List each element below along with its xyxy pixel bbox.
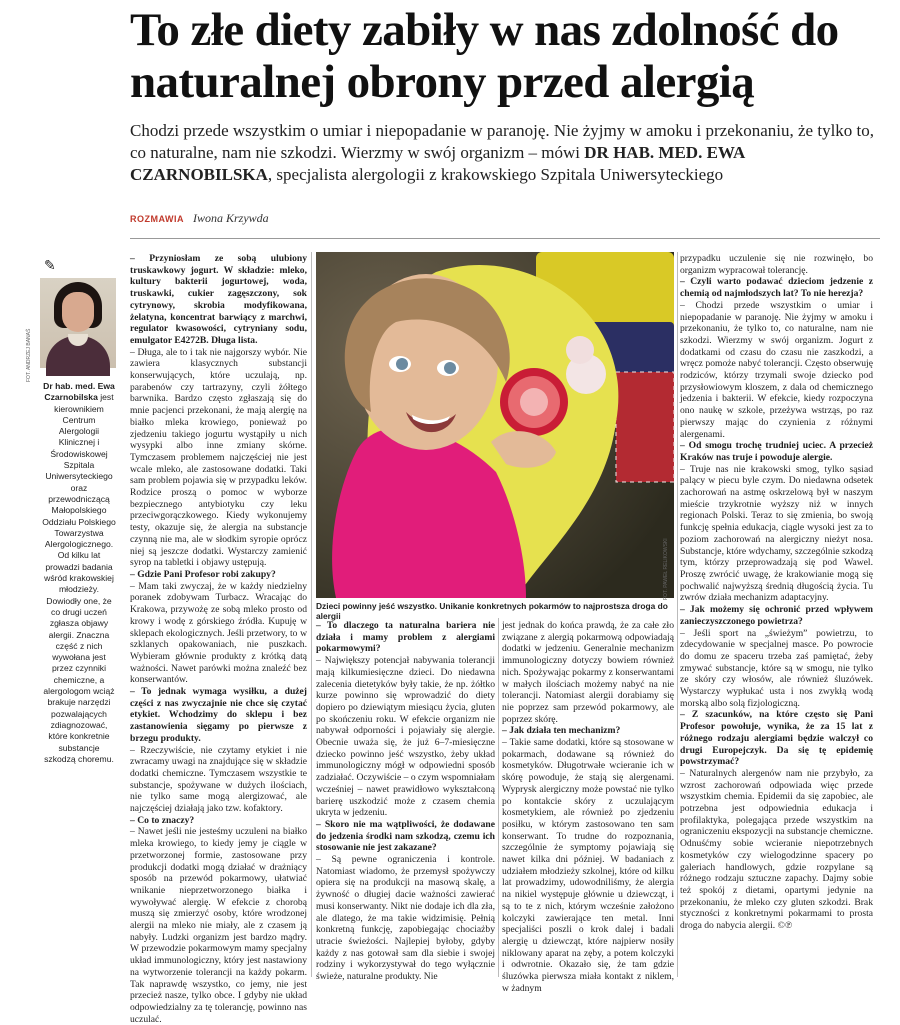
interview-answer: – Chodzi przede wszystkim o umiar i niepopadanie w paranoję. Nie żyjmy w amoku i przekonaniu, że tylko to, co naturalne, nam nie szkodzi. Wierzmy w swój organizm. Jogurt z dodatkami od czasu do czasu nie zaszkodzi, a wręcz pomoże nabyć tolerancji. Często obserwuję rodziców, którzy trzymali swoje dziecko pod przysłowiowym kloszem, z dala od chemicznego jedzenia i bakterii. W efekcie, kiedy rozpoczyna ono naukę w szkole, przeżywa wstrząs, po raz pierwszy mając do czynienia z różnymi alergenami. <box>680 299 873 440</box>
interview-answer: – Takie same dodatki, które są stosowane w pokarmach, dodawane są również do kosmetyków. Długotrwałe wcieranie ich w skórę powoduje, że stają się alergenami. Wyprysk alergiczny może powstać nie tylko po kontakcie skóry z uczulającym kosmetykiem, ale również po zjedzeniu posiłku, w którym zastosowano ten sam konserwant. To trudne do rozpoznania, szczególnie że symptomy pojawiają się nawet kilka dni później. W badaniach z udziałem młodzieży szkolnej, które od kilku lat prowadzimy, udowodniliśmy, że alergia na nikiel występuje głównie u dziewcząt, i są to te z nich, którym wcześnie założono kolczyki zawierające ten metal. Inni specjaliści poszli o krok dalej i badali alergię u dziewcząt, które najpierw nosiły niklowany aparat na zęby, a potem kolczyki i odwrotnie. Okazało się, że tam gdzie śluzówka pierwsza miała kontakt z niklem, w żadnym <box>502 737 674 994</box>
interview-question: – Czyli warto podawać dzieciom jedzenie z chemią od najmłodszych lat? To nie herezja? <box>680 276 873 300</box>
divider-line <box>130 238 880 239</box>
interview-question: – Od smogu trochę trudniej uciec. A przecież Kraków nas truje i powoduje alergie. <box>680 440 873 463</box>
bio-name: Dr hab. med. Ewa Czarnobilska <box>43 381 115 403</box>
lead-expert-name: DR HAB. MED. EWA CZARNOBILSKA <box>130 143 745 184</box>
column-divider <box>311 252 312 977</box>
interview-answer: – Są pewne ograniczenia i kontrole. Natomiast wiadomo, że przemysł spożywczy opiera się na produkcji na masową skalę, a żywność o długiej dacie ważności zawierać musi konserwanty. Nikt nie dodaje ich dla zła, ale dlatego, że ma takie widzimisię. Pełnią konkretną funkcję, zapobiegając chociażby utracie świeżości. Najlepiej byłoby, gdyby każdy z nas gotował sam dla siebie i swojej rodziny i wykorzystywał do tego wyłącznie świeże, naturalne produkty. Nie <box>316 854 495 983</box>
interview-answer: – Największy potencjał nabywania tolerancji mają kilkumiesięczne dzieci. Do niedawna zalecenia dietetyków były takie, że np. żółtko kurze powinno się wprowadzić do diety dopiero po dziewiątym miesiącu życia, gluten po skończeniu roku. W efekcie organizm nie nabywał odporności i pojawiały się alergie. Obecnie uważa się, że już 6–7-miesięczne dziecko powinno jeść wszystko, żeby układ immunologiczny mógł w odpowiedni sposób zadziałać. Oczywiście – o czym wspomniałam wcześniej – nawet prawidłowo wykształconą barierę uszkodzić może z czasem chemia ukryta w jedzeniu. <box>316 655 496 819</box>
bio-text: jest kierownikiem Centrum Alergologii Klinicznej i Środowiskowej Szpitala Uniwersyteckiego oraz przewodniczącą Małopolskiego Oddziału Polskiego Towarzystwa Alergologicznego. Od kilku lat prowadzi badania wśród krakowskiej młodzieży. Dowiodły one, że co drugi uczeń zgłasza objawy alergii. Znaczna część z nich wywołana jest przez czynniki chemiczne, a alergologom wciąż brakuje narzędzi pozwalających zdiagnozować, które konkretnie substancje szkodzą choremu. <box>42 392 116 764</box>
interview-question: – Jak możemy się ochronić przed wpływem zanieczyszczonego powietrza? <box>680 604 873 627</box>
girl-with-radish-photo <box>316 252 674 598</box>
interview-answer: – Jeśli sport na „świeżym” powietrzu, to zdecydowanie w specjalnej masce. Po powrocie do domu ze spaceru trzeba zaś pamiętać, żeby zmywać substancje, które są w smogu, nie tylko ze skóry czy włosów, ale również śluzówek. Wystarczy wypłukać usta i nos zwykłą wodą morską albo solą fizjologiczną. <box>680 627 873 709</box>
expert-bio <box>42 381 116 765</box>
lead-text-2: , specjalista alergologii z krakowskiego Szpitala Uniwersyteckiego <box>267 165 724 184</box>
interview-answer: jest jednak do końca prawdą, że za całe zło związane z alergią pokarmową odpowiadają dodatki w jedzeniu. Generalnie mechanizm immunologiczny dotyczy bowiem również nich. Spożywając pokarmy z konserwantami w małych ilościach możemy nabyć na nie tolerancji. Natomiast alergii dorabiamy się nie poprzez sam przewód pokarmowy, ale poprzez skórę. <box>502 620 674 725</box>
interview-question: – Jak działa ten mechanizm? <box>502 725 621 737</box>
interview-question: – Z szacunków, na które często się Pani Profesor powołuje, wynika, że za 15 lat z różnego rodzaju alergiami będzie walczył co drugi Europejczyk. Da się tę epidemię powstrzymać? <box>680 709 873 768</box>
column-divider <box>498 618 499 977</box>
article-column-3 <box>502 620 674 995</box>
article-column-1 <box>130 253 307 1025</box>
article-column-2 <box>316 620 495 983</box>
interview-question: – To jednak wymaga wysiłku, a dużej części z nas zwyczajnie nie chce się czytać etykiet. Wchodzimy do sklepu i bez zastanowienia sięgamy po pierwsze z brzegu produkty. <box>130 686 307 744</box>
interview-answer: – Rzeczywiście, nie czytamy etykiet i nie zwracamy uwagi na znajdujące się w składzie dodatki chemiczne. Tymczasem wszystkie te substancje, spożywane w dużych ilościach, nie tylko same mogą alergizować, ale najczęściej działają jako tzw. kofaktory. <box>130 744 307 815</box>
interview-answer: – Mam taki zwyczaj, że w każdy niedzielny poranek zdobywam Turbacz. Wracając do Krakowa, przywożę ze sobą mleko prosto od krowy i wodę z górskiego źródła. Kupuję w sklepach ekologicznych. Jeśli przetwory, to w szklanych opakowaniach, nie puszkach. Wybieram głównie produkty z krótką datą ważności. Nawet parówki można znaleźć bez konserwantów. <box>130 580 307 686</box>
interview-question: – Przyniosłam ze sobą ulubiony truskawkowy jogurt. W składzie: mleko, kultury bakterii jogurtowej, woda, truskawki, cukier zagęszczony, sok cytrynowy, skrobia modyfikowana, żelatyna, koncentrat barwiący z marchwi, regulator kwasowości, cytryniany sodu, emulgator E4272B. Długa lista. <box>130 253 307 346</box>
interview-answer: – Truje nas nie krakowski smog, tylko sąsiad palący w piecu byle czym. Do niedawna odsetek zachorowań na astmę oskrzelową był w naszym mieście trzykrotnie wyższy niż w innych regionach Polski. Teraz to się zmienia, bo swoją funkcję spełnia edukacja, ciągle wysoki jest za to poziom zachorowań na alergiczny nieżyt nosa. Substancje, które wdychamy, szczególnie szkodzą tym, którzy przeprowadzają się pod Wawel. Proszę zwrócić uwagę, że krakowianie mogą się pochwalić najwyższą średnią długością życia. Tu zwrów działa mechanizm adaptacyjny. <box>680 463 873 604</box>
interview-answer: przypadku uczulenie się nie rozwinęło, bo organizm wypracował tolerancję. <box>680 253 873 276</box>
photo-credit-text: FOT. PAWEŁ RELIKOWSKI <box>663 538 669 600</box>
article-lead <box>130 120 880 186</box>
portrait-credit <box>26 292 38 382</box>
column-divider <box>677 252 678 977</box>
article-title: To złe diety zabiły w nas zdolność do naturalnej obrony przed alergią <box>130 4 839 108</box>
interview-answer: – Nawet jeśli nie jesteśmy uczuleni na białko mleka krowiego, to kiedy jemy je ciągle w przetworzonej formie, zastosowane przy produkcji dodatki mogą działać w drażniący sposób na przewód pokarmowy, ułatwiać wnikanie nieprzetworzonego białka i wywoływać alergię. W efekcie z chorobą muszą się zmierzyć osoby, które wrodzonej alergii na mleko nie miały, ale z czasem ją nabyły. Ludzki organizm jest bardzo mądry. W przewodzie pokarmowym mamy specjalny układ immunologiczny, który jest nastawiony na wytworzenie tolerancji na każdy pokarm. Tak naprawdę wszystko, co jemy, nie jest przecież nasze, tylko obce. I gdyby nie układ odpowiedzialny za tę tolerancję, powinno nas uczulać. <box>130 826 307 1025</box>
interview-question: – Co to znaczy? <box>130 814 195 826</box>
byline-author: Iwona Krzywda <box>193 211 269 225</box>
pen-icon: ✎ <box>44 259 56 274</box>
expert-portrait <box>40 278 116 368</box>
interview-question: – To dlaczego ta naturalna bariera nie działa i mamy problem z alergiami pokarmowymi? <box>316 620 495 655</box>
byline <box>130 211 269 226</box>
photo-caption: Dzieci powinny jeść wszystko. Unikanie konkretnych pokarmów to najprostsza droga do alergii <box>316 601 668 621</box>
article-photo <box>316 252 674 598</box>
photo-credit <box>663 538 673 600</box>
byline-kicker: ROZMAWIA <box>130 214 184 224</box>
interview-question: – Skoro nie ma wątpliwości, że dodawane do jedzenia środki nam szkodzą, czemu ich stosowanie nie jest zakazane? <box>316 818 495 854</box>
lead-text-1: Chodzi przede wszystkim o umiar i niepopadanie w paranoję. Nie żyjmy w amoku i przekonaniu, że tylko to, co naturalne, nam nie szkodzi. Wierzmy w swój organizm – mówi <box>130 121 875 162</box>
interview-answer: – Naturalnych alergenów nam nie przybyło, za wzrost zachorowań odpowiada więc przede wszystkim chemia. Epidemii da się zapobiec, ale potrzebna jest odpowiednia edukacja i profilaktyka, polegająca przede wszystkim na ograniczeniu ekspozycji na substancje chemiczne. Odnuśćmy sobie wcieranie niepotrzebnych kosmetyków czy wielogodzinne spacery po galeriach handlowych, gdzie rozpylane są różnego rodzaju sztuczne zapachy. Dajmy sobie też spokój z dietami, opartymi jedynie na przekonaniu, że mleko czy gluten szkodzi. Brak styczności z konkretnymi pokarmami to prosta droga do nabycia alergii. ©℗ <box>680 767 873 932</box>
article-column-4 <box>680 253 873 932</box>
interview-question: – Gdzie Pani Profesor robi zakupy? <box>130 568 276 580</box>
interview-answer: – Długa, ale to i tak nie najgorszy wybór. Nie zawiera klasycznych substancji konserwujących, które uczulają, np. parabenów czy tartrazyny, czyli żółtego barwnika. Bardzo często zgłaszają się do mnie pacjenci przekonani, że mają alergię na białko mleka krowiego, ponieważ po zjedzeniu takiego jogurtu wystąpiły u nich wysypki albo inne zmiany skórne. Tymczasem problemem najczęściej nie jest wcale mleko, ale zastosowane dodatki. Taki sam problem pojawia się w przypadku leków. Rodzice proszą o pomoc w wyborze bezpiecznego antybiotyku czy leku przeciwgorączkowego. Kiedy wykonujemy testy, okazuje się, że alergia na substancje czynną nie ma, ale w słodkim syropie oprócz niej są jeszcze dodatki. Wystarczy zamienić syrop na tabletki i objawy ustępują. <box>130 346 307 569</box>
portrait-credit-text: FOT. ANDRZEJ BANAŚ <box>26 328 32 382</box>
